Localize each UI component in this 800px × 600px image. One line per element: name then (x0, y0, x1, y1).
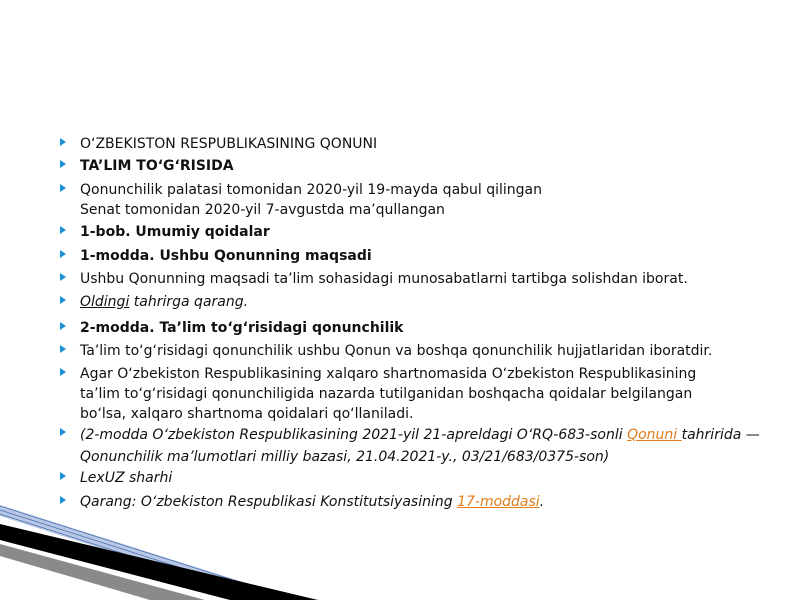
law-link[interactable]: Qonuni (627, 427, 682, 443)
bullet-arrow-icon (60, 138, 66, 146)
adoption-line-2: Senat tomonidan 2020-yil 7-avgustda ma’qullangan (80, 202, 445, 218)
bullet-arrow-icon (60, 472, 66, 480)
amendment-line-2: Qonunchilik ma’lumotlari milliy bazasi, 21.04.2021-y., 03/21/683/0375-son) (80, 449, 610, 465)
treaty-line-2: ta’lim to‘g‘risidagi qonunchiligida nazarda tutilganidan boshqacha qoidalar belgilangan (80, 386, 693, 402)
international-treaty-text (80, 364, 760, 424)
amendment-post: tahririda — (681, 427, 760, 443)
article-1-heading: 1-modda. Ushbu Qonunning maqsadi (80, 248, 372, 264)
amendment-line-1 (80, 424, 760, 446)
law-heading: O‘ZBEKISTON RESPUBLIKASINING QONUNI (80, 136, 378, 152)
bullet-arrow-icon (60, 345, 66, 353)
amendment-note (80, 424, 760, 468)
bullet-arrow-icon (60, 226, 66, 234)
previous-edition-rest: tahrirga qarang. (129, 294, 249, 310)
lexuz-comment: LexUZ sharhi (80, 470, 173, 486)
article-1-text: Ushbu Qonunning maqsadi ta’lim sohasidagi munosabatlarni tartibga solishdan iborat. (80, 271, 688, 287)
bullet-arrow-icon (60, 184, 66, 192)
bullet-arrow-icon (60, 250, 66, 258)
adoption-line-1: Qonunchilik palatasi tomonidan 2020-yil 19-mayda qabul qilingan (80, 182, 543, 198)
bullet-arrow-icon (60, 496, 66, 504)
amendment-pre: (2-modda O‘zbekiston Respublikasining 2021-yil 21-apreldagi O‘RQ-683-sonli (80, 427, 628, 443)
article-2-heading: 2-modda. Ta’lim to‘g‘risidagi qonunchilik (80, 320, 404, 336)
constitution-post: . (539, 494, 545, 510)
treaty-line-1: Agar O‘zbekiston Respublikasining xalqaro shartnomasida O‘zbekiston Respublikasining (80, 366, 697, 382)
constitution-pre: Qarang: O‘zbekiston Respublikasi Konstitutsiyasining (80, 494, 458, 510)
article-17-link[interactable]: 17-moddasi (457, 494, 540, 510)
bullet-arrow-icon (60, 428, 66, 436)
bullet-arrow-icon (60, 160, 66, 168)
bullet-arrow-icon (60, 368, 66, 376)
article-2-text: Ta’lim to‘g‘risidagi qonunchilik ushbu Qonun va boshqa qonunchilik hujjatlaridan iboratdir. (80, 343, 713, 359)
bullet-arrow-icon (60, 273, 66, 281)
bullet-arrow-icon (60, 296, 66, 304)
law-title: TA’LIM TO‘G‘RISIDA (80, 158, 234, 174)
bullet-arrow-icon (60, 322, 66, 330)
previous-edition-note (80, 292, 760, 312)
previous-edition-link[interactable]: Oldingi (80, 294, 130, 310)
constitution-reference (80, 492, 760, 512)
chapter-heading: 1-bob. Umumiy qoidalar (80, 224, 270, 240)
adoption-info (80, 180, 760, 220)
treaty-line-3: bo‘lsa, xalqaro shartnoma qoidalari qo‘llaniladi. (80, 406, 414, 422)
